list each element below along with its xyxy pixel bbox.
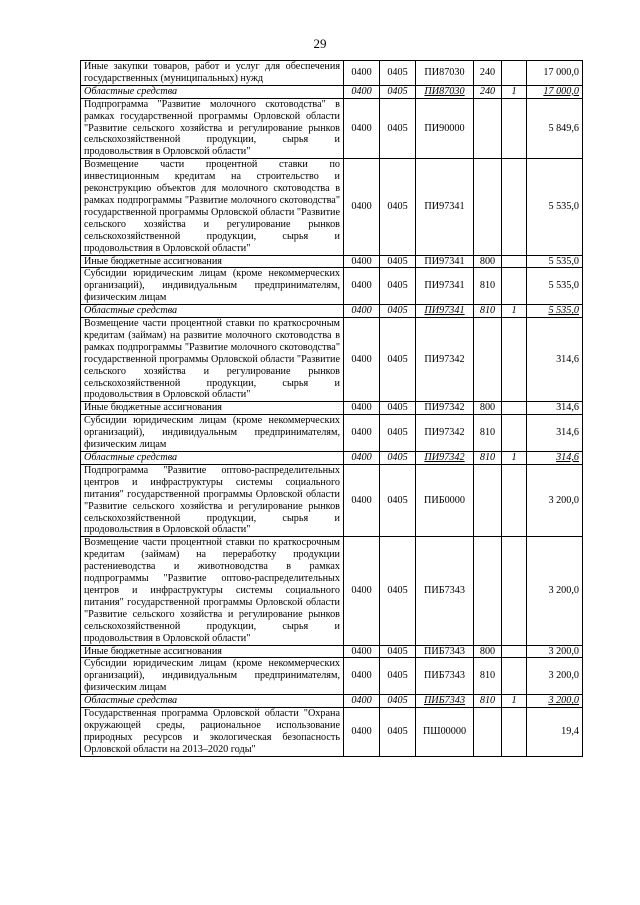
section-code-cell: 0400 xyxy=(344,645,380,658)
target-article-cell: ПИ97342 xyxy=(416,318,474,402)
table-row xyxy=(81,452,583,465)
target-article-cell: ПИ87030 xyxy=(416,85,474,98)
expense-type-cell: 800 xyxy=(474,255,502,268)
expense-type-cell xyxy=(474,159,502,255)
subsection-code-cell: 0405 xyxy=(380,402,416,415)
expense-type-cell: 810 xyxy=(474,695,502,708)
target-article-cell: ПИБ7343 xyxy=(416,537,474,645)
table-body xyxy=(81,61,583,757)
funding-source-cell xyxy=(502,255,527,268)
description-cell: Субсидии юридическим лицам (кроме некоммерческих организаций), индивидуальным предпринимателям, физическим лицам xyxy=(81,415,344,452)
amount-cell: 3 200,0 xyxy=(527,658,583,695)
subsection-code-cell: 0405 xyxy=(380,98,416,159)
expense-type-cell xyxy=(474,464,502,536)
funding-source-cell xyxy=(502,61,527,86)
section-code-cell: 0400 xyxy=(344,159,380,255)
amount-cell: 3 200,0 xyxy=(527,464,583,536)
amount-cell: 3 200,0 xyxy=(527,695,583,708)
section-code-cell: 0400 xyxy=(344,658,380,695)
section-code-cell: 0400 xyxy=(344,85,380,98)
expense-type-cell: 810 xyxy=(474,452,502,465)
table-row xyxy=(81,464,583,536)
table-row xyxy=(81,645,583,658)
amount-cell: 314,6 xyxy=(527,402,583,415)
section-code-cell: 0400 xyxy=(344,695,380,708)
amount-cell: 3 200,0 xyxy=(527,645,583,658)
budget-table xyxy=(80,60,583,757)
description-cell: Возмещение части процентной ставки по инвестиционным кредитам на строительство и реконструкцию объектов для молочного скотоводства в рамках подпрограммы "Развитие молочного скотоводства" государственной программы Орловской области "Развитие сельского хозяйства и регулирование рынков сельскохозяйственной продукции, сырья и продовольствия в Орловской области" xyxy=(81,159,344,255)
funding-source-cell xyxy=(502,268,527,305)
subsection-code-cell: 0405 xyxy=(380,61,416,86)
subsection-code-cell: 0405 xyxy=(380,415,416,452)
description-cell: Иные бюджетные ассигнования xyxy=(81,645,344,658)
subsection-code-cell: 0405 xyxy=(380,537,416,645)
subsection-code-cell: 0405 xyxy=(380,85,416,98)
description-cell: Областные средства xyxy=(81,695,344,708)
section-code-cell: 0400 xyxy=(344,537,380,645)
amount-cell: 314,6 xyxy=(527,318,583,402)
target-article-cell: ПШ00000 xyxy=(416,708,474,757)
description-cell: Областные средства xyxy=(81,85,344,98)
section-code-cell: 0400 xyxy=(344,255,380,268)
table-row xyxy=(81,255,583,268)
section-code-cell: 0400 xyxy=(344,708,380,757)
funding-source-cell xyxy=(502,402,527,415)
description-cell: Подпрограмма "Развитие оптово-распределительных центров и инфраструктуры системы социального питания" государственной программы Орловской области "Развитие сельского хозяйства и регулирование рынков сельскохозяйственной продукции, сырья и продовольствия в Орловской области" xyxy=(81,464,344,536)
section-code-cell: 0400 xyxy=(344,61,380,86)
subsection-code-cell: 0405 xyxy=(380,268,416,305)
funding-source-cell xyxy=(502,159,527,255)
funding-source-cell xyxy=(502,708,527,757)
subsection-code-cell: 0405 xyxy=(380,645,416,658)
target-article-cell: ПИ87030 xyxy=(416,61,474,86)
amount-cell: 17 000,0 xyxy=(527,85,583,98)
description-cell: Областные средства xyxy=(81,305,344,318)
subsection-code-cell: 0405 xyxy=(380,695,416,708)
description-cell: Субсидии юридическим лицам (кроме некоммерческих организаций), индивидуальным предпринимателям, физическим лицам xyxy=(81,658,344,695)
table-row xyxy=(81,658,583,695)
subsection-code-cell: 0405 xyxy=(380,658,416,695)
expense-type-cell: 240 xyxy=(474,61,502,86)
funding-source-cell xyxy=(502,415,527,452)
section-code-cell: 0400 xyxy=(344,98,380,159)
section-code-cell: 0400 xyxy=(344,415,380,452)
subsection-code-cell: 0405 xyxy=(380,452,416,465)
funding-source-cell: 1 xyxy=(502,695,527,708)
funding-source-cell: 1 xyxy=(502,85,527,98)
expense-type-cell: 800 xyxy=(474,645,502,658)
table-row xyxy=(81,695,583,708)
table-row xyxy=(81,159,583,255)
table-row xyxy=(81,305,583,318)
table-row xyxy=(81,268,583,305)
subsection-code-cell: 0405 xyxy=(380,318,416,402)
amount-cell: 5 535,0 xyxy=(527,159,583,255)
funding-source-cell xyxy=(502,318,527,402)
expense-type-cell xyxy=(474,98,502,159)
amount-cell: 19,4 xyxy=(527,708,583,757)
amount-cell: 5 849,6 xyxy=(527,98,583,159)
funding-source-cell: 1 xyxy=(502,452,527,465)
description-cell: Иные бюджетные ассигнования xyxy=(81,402,344,415)
amount-cell: 314,6 xyxy=(527,415,583,452)
table-row xyxy=(81,61,583,86)
expense-type-cell xyxy=(474,318,502,402)
target-article-cell: ПИ97342 xyxy=(416,402,474,415)
table-row xyxy=(81,85,583,98)
table-row xyxy=(81,708,583,757)
description-cell: Подпрограмма "Развитие молочного скотоводства" в рамках государственной программы Орловской области "Развитие сельского хозяйства и регулирование рынков сельскохозяйственной продукции, сырья и продовольствия в Орловской области" xyxy=(81,98,344,159)
target-article-cell: ПИ97341 xyxy=(416,305,474,318)
description-cell: Государственная программа Орловской области "Охрана окружающей среды, рациональное использование природных ресурсов и экологическая безопасность Орловской области на 2013–2020 годы" xyxy=(81,708,344,757)
subsection-code-cell: 0405 xyxy=(380,255,416,268)
section-code-cell: 0400 xyxy=(344,464,380,536)
description-cell: Иные бюджетные ассигнования xyxy=(81,255,344,268)
target-article-cell: ПИБ7343 xyxy=(416,695,474,708)
expense-type-cell: 240 xyxy=(474,85,502,98)
subsection-code-cell: 0405 xyxy=(380,159,416,255)
target-article-cell: ПИ97342 xyxy=(416,452,474,465)
table-row xyxy=(81,537,583,645)
target-article-cell: ПИ97341 xyxy=(416,159,474,255)
amount-cell: 5 535,0 xyxy=(527,268,583,305)
description-cell: Иные закупки товаров, работ и услуг для обеспечения государственных (муниципальных) нужд xyxy=(81,61,344,86)
description-cell: Возмещение части процентной ставки по краткосрочным кредитам (займам) на переработку продукции растениеводства и животноводства в рамках подпрограммы "Развитие оптово-распределительных центров и инфраструктуры системы социального питания" государственной программы Орловской области "Развитие сельского хозяйства и регулирование рынков сельскохозяйственной продукции, сырья и продовольствия в Орловской области" xyxy=(81,537,344,645)
section-code-cell: 0400 xyxy=(344,402,380,415)
target-article-cell: ПИ97341 xyxy=(416,255,474,268)
target-article-cell: ПИБ7343 xyxy=(416,658,474,695)
table-row xyxy=(81,98,583,159)
section-code-cell: 0400 xyxy=(344,318,380,402)
subsection-code-cell: 0405 xyxy=(380,464,416,536)
amount-cell: 5 535,0 xyxy=(527,255,583,268)
table-row xyxy=(81,415,583,452)
target-article-cell: ПИ97341 xyxy=(416,268,474,305)
funding-source-cell xyxy=(502,537,527,645)
target-article-cell: ПИ97342 xyxy=(416,415,474,452)
amount-cell: 17 000,0 xyxy=(527,61,583,86)
expense-type-cell: 810 xyxy=(474,415,502,452)
target-article-cell: ПИБ7343 xyxy=(416,645,474,658)
subsection-code-cell: 0405 xyxy=(380,708,416,757)
expense-type-cell: 800 xyxy=(474,402,502,415)
description-cell: Областные средства xyxy=(81,452,344,465)
table-row xyxy=(81,318,583,402)
section-code-cell: 0400 xyxy=(344,305,380,318)
funding-source-cell xyxy=(502,464,527,536)
funding-source-cell: 1 xyxy=(502,305,527,318)
expense-type-cell xyxy=(474,537,502,645)
page-number: 29 xyxy=(313,36,327,51)
amount-cell: 3 200,0 xyxy=(527,537,583,645)
funding-source-cell xyxy=(502,658,527,695)
expense-type-cell: 810 xyxy=(474,658,502,695)
expense-type-cell: 810 xyxy=(474,268,502,305)
section-code-cell: 0400 xyxy=(344,268,380,305)
target-article-cell: ПИ90000 xyxy=(416,98,474,159)
section-code-cell: 0400 xyxy=(344,452,380,465)
table-row xyxy=(81,402,583,415)
funding-source-cell xyxy=(502,98,527,159)
target-article-cell: ПИБ0000 xyxy=(416,464,474,536)
subsection-code-cell: 0405 xyxy=(380,305,416,318)
funding-source-cell xyxy=(502,645,527,658)
description-cell: Субсидии юридическим лицам (кроме некоммерческих организаций), индивидуальным предпринимателям, физическим лицам xyxy=(81,268,344,305)
expense-type-cell: 810 xyxy=(474,305,502,318)
description-cell: Возмещение части процентной ставки по краткосрочным кредитам (займам) на развитие молочного скотоводства в рамках подпрограммы "Развитие молочного скотоводства" государственной программы Орловской области "Развитие сельского хозяйства и регулирование рынков сельскохозяйственной продукции, сырья и продовольствия в Орловской области" xyxy=(81,318,344,402)
amount-cell: 314,6 xyxy=(527,452,583,465)
amount-cell: 5 535,0 xyxy=(527,305,583,318)
expense-type-cell xyxy=(474,708,502,757)
